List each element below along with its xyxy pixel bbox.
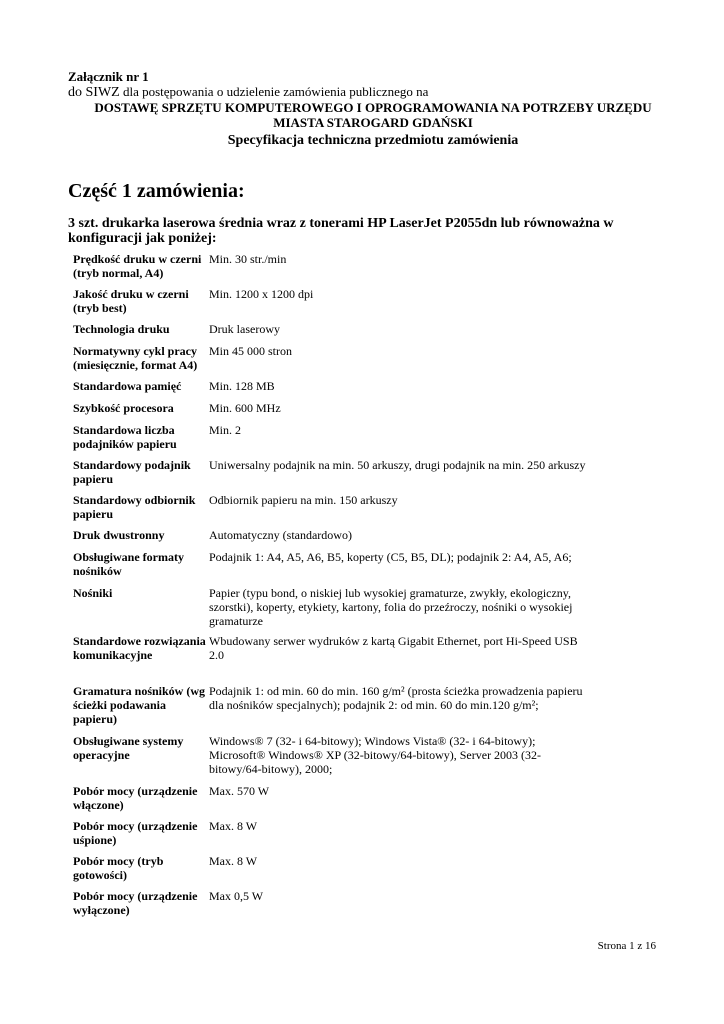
spec-value: Max 0,5 W: [209, 889, 264, 903]
spec-label: Standardowa liczba podajników papieru: [73, 423, 177, 451]
spec-value: Automatyczny (standardowo): [209, 528, 352, 542]
spec-label: Prędkość druku w czerni (tryb normal, A4): [73, 252, 202, 280]
spec-label: Obsługiwane formaty nośników: [73, 550, 184, 578]
spec-label: Pobór mocy (tryb gotowości): [73, 854, 164, 882]
spec-value: Max. 570 W: [209, 784, 270, 798]
spec-label: Jakość druku w czerni (tryb best): [73, 287, 189, 315]
spec-row: [73, 493, 633, 528]
spec-value: Windows® 7 (32- i 64-bitowy); Windows Vista® (32- i 64-bitowy); Microsoft® Windows® XP (32-bitowy/64-bitowy), Server 2003 (32-bitowy/64-bitowy), 2000;: [209, 734, 542, 776]
spec-label: Technologia druku: [73, 322, 170, 336]
spec-label: Standardowa pamięć: [73, 379, 182, 393]
spec-value: Druk laserowy: [209, 322, 280, 336]
spec-row: [73, 344, 633, 379]
spec-label: Normatywny cykl pracy (miesięcznie, format A4): [73, 344, 198, 372]
spec-row: [73, 854, 633, 889]
spec-row: [73, 634, 633, 684]
document-header: [68, 70, 688, 149]
spec-value: Min. 600 MHz: [209, 401, 281, 415]
spec-label: Standardowy odbiornik papieru: [73, 493, 196, 521]
spec-label: Gramatura nośników (wg ścieżki podawania papieru): [73, 684, 206, 726]
attachment-subtitle: [68, 84, 688, 100]
spec-value: Uniwersalny podajnik na min. 50 arkuszy, drugi podajnik na min. 250 arkuszy: [209, 458, 586, 472]
spec-value: Wbudowany serwer wydruków z kartą Gigabit Ethernet, port Hi-Speed USB 2.0: [209, 634, 578, 662]
spec-label: Szybkość procesora: [73, 401, 174, 415]
spec-row: [73, 252, 633, 287]
spec-label: Standardowy podajnik papieru: [73, 458, 191, 486]
spec-label: Pobór mocy (urządzenie wyłączone): [73, 889, 198, 917]
spec-row: [73, 379, 633, 401]
spec-label: Nośniki: [73, 586, 113, 600]
spec-row: [73, 819, 633, 854]
spec-row: [73, 423, 633, 458]
spec-row: [73, 322, 633, 344]
spec-row: [73, 401, 633, 423]
spec-row: [73, 784, 633, 819]
spec-value: Odbiornik papieru na min. 150 arkuszy: [209, 493, 398, 507]
spec-value: Min. 1200 x 1200 dpi: [209, 287, 314, 301]
tender-title-line2: MIASTA STAROGARD GDAŃSKI: [273, 115, 473, 130]
siwz-label: do SIWZ: [68, 85, 120, 100]
spec-value: Min. 30 str./min: [209, 252, 287, 266]
tender-title-line1: DOSTAWĘ SPRZĘTU KOMPUTEROWEGO I OPROGRAMOWANIA NA POTRZEBY URZĘDU: [94, 100, 652, 115]
spec-heading: Specyfikacja techniczna przedmiotu zamówienia: [227, 133, 519, 148]
item-title: 3 szt. drukarka laserowa średnia wraz z tonerami HP LaserJet P2055dn lub równoważna w konfiguracji jak poniżej:: [68, 216, 614, 246]
spec-row: [73, 889, 633, 924]
spec-value: Min. 2: [209, 423, 242, 437]
spec-value: Max. 8 W: [209, 854, 258, 868]
spec-label: Pobór mocy (urządzenie uśpione): [73, 819, 198, 847]
spec-label: Standardowe rozwiązania komunikacyjne: [73, 634, 206, 662]
spec-value: Podajnik 1: A4, A5, A6, B5, koperty (C5, B5, DL); podajnik 2: A4, A5, A6;: [209, 550, 572, 564]
spec-value: Papier (typu bond, o niskiej lub wysokiej gramaturze, zwykły, ekologiczny, szorstki), koperty, etykiety, kartony, folia do przeźroczy, nośniki o wysokiej gramaturze: [209, 586, 573, 628]
spec-value: Podajnik 1: od min. 60 do min. 160 g/m² (prosta ścieżka prowadzenia papieru dla nośników specjalnych); podajnik 2: od min. 60 do min.120 g/m²;: [209, 684, 583, 712]
page-number: Strona 1 z 16: [597, 940, 656, 952]
spec-label: Druk dwustronny: [73, 528, 165, 542]
subtitle-rest: dla postępowania o udzielenie zamówienia publicznego na: [119, 84, 429, 99]
spec-row: [73, 458, 633, 493]
spec-value: Max. 8 W: [209, 819, 258, 833]
spec-row: [73, 734, 633, 784]
spec-row: [73, 287, 633, 322]
spec-row: [73, 586, 633, 634]
spec-label: Obsługiwane systemy operacyjne: [73, 734, 184, 762]
spec-value: Min. 128 MB: [209, 379, 275, 393]
spec-row: [73, 550, 633, 586]
spec-row: [73, 528, 633, 550]
part-title: Część 1 zamówienia:: [68, 180, 245, 202]
spec-label: Pobór mocy (urządzenie włączone): [73, 784, 198, 812]
attachment-number: Załącznik nr 1: [68, 69, 149, 84]
spec-row: [73, 684, 633, 734]
spec-table: [73, 252, 633, 924]
spec-value: Min 45 000 stron: [209, 344, 293, 358]
